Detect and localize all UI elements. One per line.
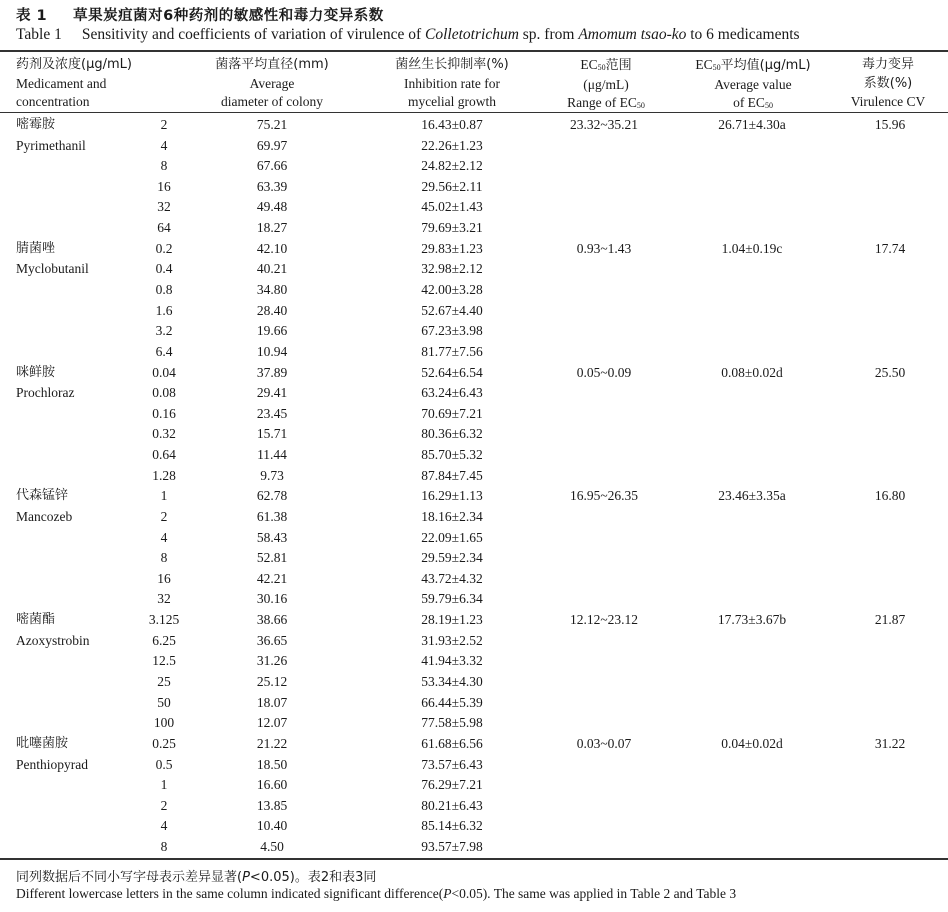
concentration: 25: [157, 674, 171, 689]
concentration: 0.5: [155, 756, 173, 772]
header-inhibition-en2: mycelial growth: [407, 94, 497, 109]
note-cn: [16, 866, 376, 885]
inhibition-rate: 18.16±2.34: [421, 509, 483, 524]
medicament-name-en: Mancozeb: [16, 509, 73, 524]
colony-diameter: 62.78: [256, 488, 288, 504]
concentration: 64: [157, 220, 171, 235]
header-virulence-cv: [832, 56, 944, 112]
concentration: 8: [160, 158, 168, 174]
inhibition-rate: 77.58±5.98: [421, 715, 483, 731]
concentration: 50: [157, 694, 171, 710]
header-diameter: [192, 56, 352, 112]
header-inhibition-cn: 菌丝生长抑制率(%): [395, 57, 509, 72]
inhibition-rate: 70.69±7.21: [421, 405, 483, 421]
note-en-b: <0.05). The same was applied in Table 2 and Table 3: [451, 886, 737, 901]
concentration: 6.4: [155, 343, 173, 359]
colony-diameter: 18.07: [256, 694, 288, 710]
concentration: 2: [160, 797, 168, 813]
virulence-cv: 16.80: [874, 488, 906, 504]
inhibition-rate: 85.14±6.32: [421, 818, 483, 834]
concentration: 100: [153, 715, 175, 731]
colony-diameter: 36.65: [256, 632, 288, 648]
inhibition-rate: 22.26±1.23: [421, 137, 483, 153]
inhibition-rate: 16.29±1.13: [421, 488, 483, 504]
colony-diameter: 11.44: [257, 447, 287, 462]
header-ec50-avg-sub: 50: [712, 63, 721, 72]
concentration: 32: [157, 199, 171, 215]
colony-diameter: 30.16: [256, 591, 288, 607]
colony-diameter: 29.41: [256, 385, 288, 401]
concentration: 0.64: [152, 447, 176, 462]
concentration: 2: [160, 509, 168, 524]
inhibition-rate: 61.68±6.56: [421, 736, 483, 751]
concentration: 0.08: [152, 385, 176, 401]
colony-diameter: 69.97: [256, 137, 288, 153]
inhibition-rate: 76.29±7.21: [421, 777, 483, 793]
header-ec50-range-ec: EC: [580, 57, 598, 72]
concentration: 1: [160, 777, 168, 793]
colony-diameter: 19.66: [256, 323, 288, 339]
concentration: 16: [157, 178, 171, 194]
inhibition-rate: 81.77±7.56: [421, 343, 483, 359]
concentration: 32: [157, 591, 171, 607]
colony-diameter: 52.81: [256, 550, 288, 566]
medicament-name-cn: 嘧菌酯: [16, 612, 56, 628]
colony-diameter: 75.21: [256, 117, 288, 132]
colony-diameter: 38.66: [256, 612, 288, 628]
inhibition-rate: 31.93±2.52: [421, 632, 483, 648]
colony-diameter: 12.07: [256, 715, 288, 731]
medicament-name-en: Penthiopyrad: [16, 756, 88, 772]
inhibition-rate: 67.23±3.98: [421, 323, 483, 339]
virulence-cv: 17.74: [874, 240, 906, 256]
virulence-cv: 15.96: [874, 117, 906, 132]
inhibition-rate: 29.83±1.23: [421, 240, 483, 256]
header-ec50-range-sub: 50: [597, 63, 606, 72]
colony-diameter: 49.48: [256, 199, 288, 215]
inhibition-rate: 85.70±5.32: [421, 447, 483, 462]
header-cv-cn1: 毒力变异: [861, 57, 914, 72]
caption-en-title-a: Sensitivity and coefficients of variation of virulence of: [81, 26, 422, 43]
ec50-average: 23.46±3.35a: [718, 488, 786, 504]
header-ec50-range-en: Range of EC: [567, 95, 637, 110]
inhibition-rate: 22.09±1.65: [421, 529, 483, 545]
colony-diameter: 25.12: [256, 674, 288, 689]
inhibition-rate: 80.36±6.32: [421, 426, 483, 442]
colony-diameter: 10.94: [256, 343, 288, 359]
colony-diameter: 9.73: [260, 467, 284, 483]
header-diameter-en1: Average: [249, 75, 295, 91]
inhibition-rate: 45.02±1.43: [421, 199, 483, 215]
ec50-range: 0.03~0.07: [576, 736, 632, 751]
colony-diameter: 40.21: [256, 261, 288, 277]
concentration: 0.8: [155, 282, 173, 297]
header-inhibition-en1: Inhibition rate for: [404, 75, 500, 91]
medicament-name-cn: 吡噻菌胺: [16, 736, 69, 751]
inhibition-rate: 79.69±3.21: [421, 220, 483, 235]
header-rule: [0, 112, 948, 113]
bottom-rule: [0, 858, 948, 860]
inhibition-rate: 52.67±4.40: [421, 302, 483, 318]
header-medicament: [16, 56, 206, 112]
inhibition-rate: 43.72±4.32: [421, 570, 483, 586]
inhibition-rate: 16.43±0.87: [421, 117, 483, 132]
ec50-average: 17.73±3.67b: [717, 612, 787, 628]
inhibition-rate: 32.98±2.12: [421, 261, 483, 277]
colony-diameter: 67.66: [256, 158, 288, 174]
ec50-average: 0.04±0.02d: [721, 736, 783, 751]
colony-diameter: 10.40: [256, 818, 288, 834]
concentration: 4: [160, 137, 168, 153]
header-ec50-avg-en-sub: 50: [764, 101, 773, 110]
medicament-name-cn: 嘧霉胺: [16, 117, 56, 132]
inhibition-rate: 28.19±1.23: [421, 612, 483, 628]
ec50-range: 23.32~35.21: [569, 117, 639, 132]
ec50-average: 26.71±4.30a: [718, 117, 786, 132]
note-en-p: P: [443, 886, 452, 901]
inhibition-rate: 42.00±3.28: [421, 282, 483, 297]
inhibition-rate: 73.57±6.43: [421, 756, 483, 772]
colony-diameter: 58.43: [256, 529, 288, 545]
colony-diameter: 4.50: [260, 839, 284, 854]
inhibition-rate: 93.57±7.98: [421, 839, 483, 854]
header-cv-cn2: 系数(%): [863, 75, 913, 91]
colony-diameter: 15.71: [256, 426, 288, 442]
colony-diameter: 34.80: [256, 282, 288, 297]
colony-diameter: 37.89: [256, 364, 288, 380]
caption-en-genus: Colletotrichum: [425, 26, 519, 43]
colony-diameter: 13.85: [256, 797, 288, 813]
ec50-range: 16.95~26.35: [569, 488, 639, 504]
medicament-name-en: Myclobutanil: [16, 261, 89, 277]
concentration: 12.5: [152, 653, 176, 669]
header-ec50-avg-en1: Average value: [714, 76, 792, 92]
caption-en-title-b: sp. from: [522, 26, 575, 43]
inhibition-rate: 59.79±6.34: [421, 591, 483, 607]
ec50-range: 12.12~23.12: [569, 612, 639, 628]
ec50-average: 0.08±0.02d: [721, 364, 783, 380]
inhibition-rate: 52.64±6.54: [421, 364, 483, 380]
concentration: 8: [160, 550, 168, 566]
concentration: 16: [157, 570, 171, 586]
concentration: 0.16: [152, 405, 176, 421]
header-ec50-range-unit: (μg/mL): [583, 76, 629, 92]
virulence-cv: 25.50: [874, 364, 906, 380]
colony-diameter: 31.26: [256, 653, 288, 669]
top-rule: [0, 50, 948, 52]
concentration: 0.25: [152, 736, 176, 751]
caption-cn-title: 草果炭疽菌对6种药剂的敏感性和毒力变异系数: [73, 8, 384, 24]
colony-diameter: 42.21: [256, 570, 288, 586]
concentration: 4: [160, 818, 168, 834]
colony-diameter: 61.38: [256, 509, 288, 524]
colony-diameter: 16.60: [256, 777, 288, 793]
inhibition-rate: 63.24±6.43: [421, 385, 483, 401]
medicament-name-en: Prochloraz: [16, 385, 75, 401]
inhibition-rate: 80.21±6.43: [421, 797, 483, 813]
concentration: 1.28: [152, 467, 176, 483]
concentration: 4: [160, 529, 168, 545]
caption-en: [16, 26, 800, 44]
header-medicament-cn: 药剂及浓度(μg/mL): [16, 57, 132, 72]
virulence-cv: 21.87: [874, 612, 906, 628]
colony-diameter: 18.50: [256, 756, 288, 772]
header-ec50-avg-en2: of EC: [733, 95, 765, 110]
colony-diameter: 23.45: [256, 405, 288, 421]
inhibition-rate: 53.34±4.30: [421, 674, 483, 689]
note-en: [16, 886, 736, 902]
caption-cn-number: 表 1: [16, 8, 48, 24]
note-en-a: Different lowercase letters in the same column indicated significant difference(: [16, 886, 444, 901]
inhibition-rate: 29.59±2.34: [421, 550, 483, 566]
concentration: 0.04: [152, 364, 176, 380]
header-medicament-en2: concentration: [16, 94, 90, 109]
concentration: 0.4: [155, 261, 173, 277]
header-medicament-en1: Medicament and: [16, 75, 107, 91]
header-ec50-range: [536, 56, 676, 113]
header-ec50-avg-ec: EC: [695, 57, 713, 72]
colony-diameter: 21.22: [256, 736, 288, 751]
header-cv-en: Virulence CV: [850, 94, 926, 109]
ec50-average: 1.04±0.19c: [721, 240, 783, 256]
colony-diameter: 42.10: [256, 240, 288, 256]
inhibition-rate: 29.56±2.11: [421, 178, 483, 194]
concentration: 8: [160, 839, 168, 854]
concentration: 2: [160, 117, 168, 132]
header-diameter-en2: diameter of colony: [221, 94, 323, 109]
header-inhibition: [372, 56, 532, 112]
medicament-name-cn: 腈菌唑: [16, 240, 56, 256]
header-ec50-avg-cn: 平均值(μg/mL): [720, 58, 811, 73]
inhibition-rate: 66.44±5.39: [421, 694, 483, 710]
concentration: 0.2: [155, 240, 173, 256]
concentration: 1: [160, 488, 168, 504]
inhibition-rate: 87.84±7.45: [421, 467, 483, 483]
caption-en-number: Table 1: [16, 26, 62, 43]
note-cn-b: <0.05)。表2和表3同: [249, 870, 377, 885]
header-ec50-range-cn: 范围: [605, 58, 632, 73]
ec50-range: 0.93~1.43: [576, 240, 632, 256]
concentration: 3.125: [148, 612, 180, 628]
colony-diameter: 18.27: [256, 220, 288, 235]
concentration: 0.32: [152, 426, 176, 442]
medicament-name-cn: 代森锰锌: [16, 488, 69, 504]
inhibition-rate: 41.94±3.32: [421, 653, 483, 669]
caption-cn: [16, 4, 384, 25]
medicament-name-en: Azoxystrobin: [16, 632, 90, 648]
ec50-range: 0.05~0.09: [576, 364, 632, 380]
colony-diameter: 63.39: [256, 178, 288, 194]
medicament-name-en: Pyrimethanil: [16, 137, 86, 153]
header-ec50-average: [678, 56, 828, 113]
caption-en-host: Amomum tsao-ko: [578, 26, 687, 43]
virulence-cv: 31.22: [874, 736, 906, 751]
header-ec50-range-en-sub: 50: [636, 101, 645, 110]
medicament-name-cn: 咪鲜胺: [16, 364, 56, 380]
concentration: 1.6: [155, 302, 173, 318]
concentration: 3.2: [155, 323, 173, 339]
colony-diameter: 28.40: [256, 302, 288, 318]
note-cn-a: 同列数据后不同小写字母表示差异显著(: [16, 870, 243, 885]
concentration: 6.25: [152, 632, 176, 648]
caption-en-title-c: to 6 medicaments: [690, 26, 800, 43]
inhibition-rate: 24.82±2.12: [421, 158, 483, 174]
header-diameter-cn: 菌落平均直径(mm): [215, 57, 329, 72]
note-cn-p: P: [242, 870, 250, 885]
